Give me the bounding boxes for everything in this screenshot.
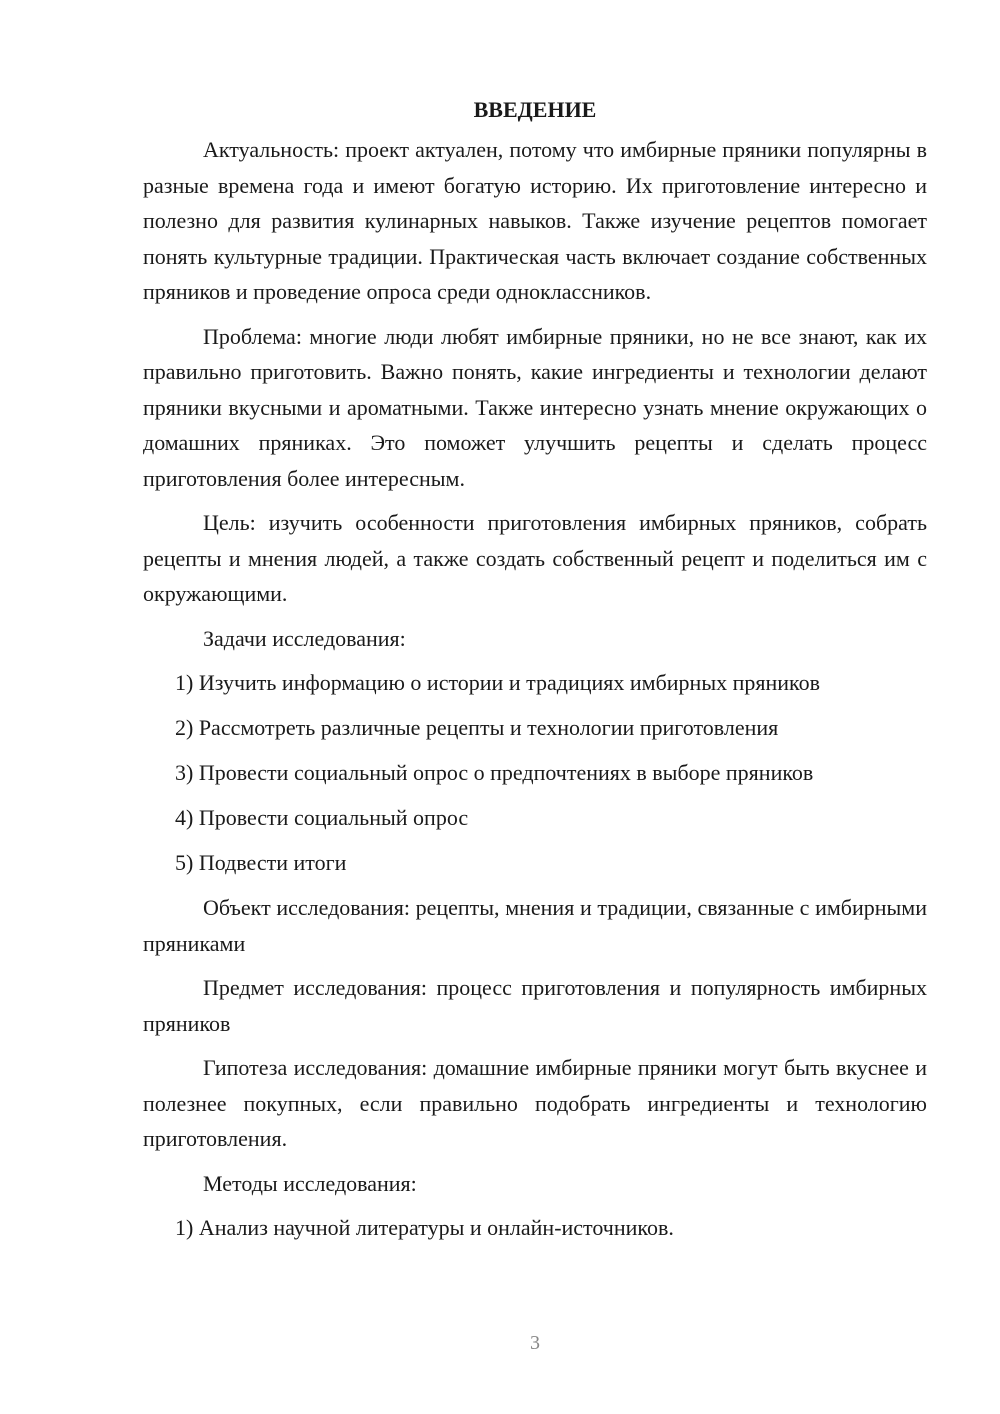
list-item: 1) Изучить информацию о истории и традициях имбирных пряников	[175, 670, 820, 695]
tasks-list	[143, 665, 927, 881]
hypothesis-paragraph: Гипотеза исследования: домашние имбирные пряники могут быть вкуснее и полезнее покупных, если правильно подобрать ингредиенты и технологию приготовления.	[143, 1055, 927, 1151]
list-item: 1) Анализ научной литературы и онлайн-источников.	[175, 1215, 674, 1240]
object-paragraph: Объект исследования: рецепты, мнения и традиции, связанные с имбирными пряниками	[143, 895, 927, 956]
list-item: 2) Рассмотреть различные рецепты и технологии приготовления	[175, 715, 779, 740]
page-title: ВВЕДЕНИЕ	[473, 97, 597, 122]
page-body	[143, 90, 927, 1255]
list-item: 5) Подвести итоги	[175, 850, 347, 875]
subject-paragraph: Предмет исследования: процесс приготовления и популярность имбирных пряников	[143, 975, 927, 1036]
list-item: 4) Провести социальный опрос	[175, 805, 469, 830]
methods-list	[143, 1210, 927, 1246]
goal-paragraph: Цель: изучить особенности приготовления имбирных пряников, собрать рецепты и мнения людей, а также создать собственный рецепт и поделиться им с окружающими.	[143, 510, 927, 606]
list-item: 3) Провести социальный опрос о предпочтениях в выборе пряников	[175, 760, 814, 785]
tasks-heading: Задачи исследования:	[203, 625, 406, 651]
page-number: 3	[530, 1332, 540, 1354]
problem-paragraph: Проблема: многие люди любят имбирные пряники, но не все знают, как их правильно приготовить. Важно понять, какие ингредиенты и технологии делают пряники вкусными и ароматными. Также интересно узнать мнение окружающих о домашних пряниках. Это поможет улучшить рецепты и сделать процесс приготовления более интересным.	[143, 323, 927, 491]
relevance-paragraph: Актуальность: проект актуален, потому что имбирные пряники популярны в разные времена года и имеют богатую историю. Их приготовление интересно и полезно для развития кулинарных навыков. Также изучение рецептов помогает понять культурные традиции. Практическая часть включает создание собственных пряников и проведение опроса среди одноклассников.	[143, 137, 927, 304]
methods-heading: Методы исследования:	[203, 1170, 417, 1196]
